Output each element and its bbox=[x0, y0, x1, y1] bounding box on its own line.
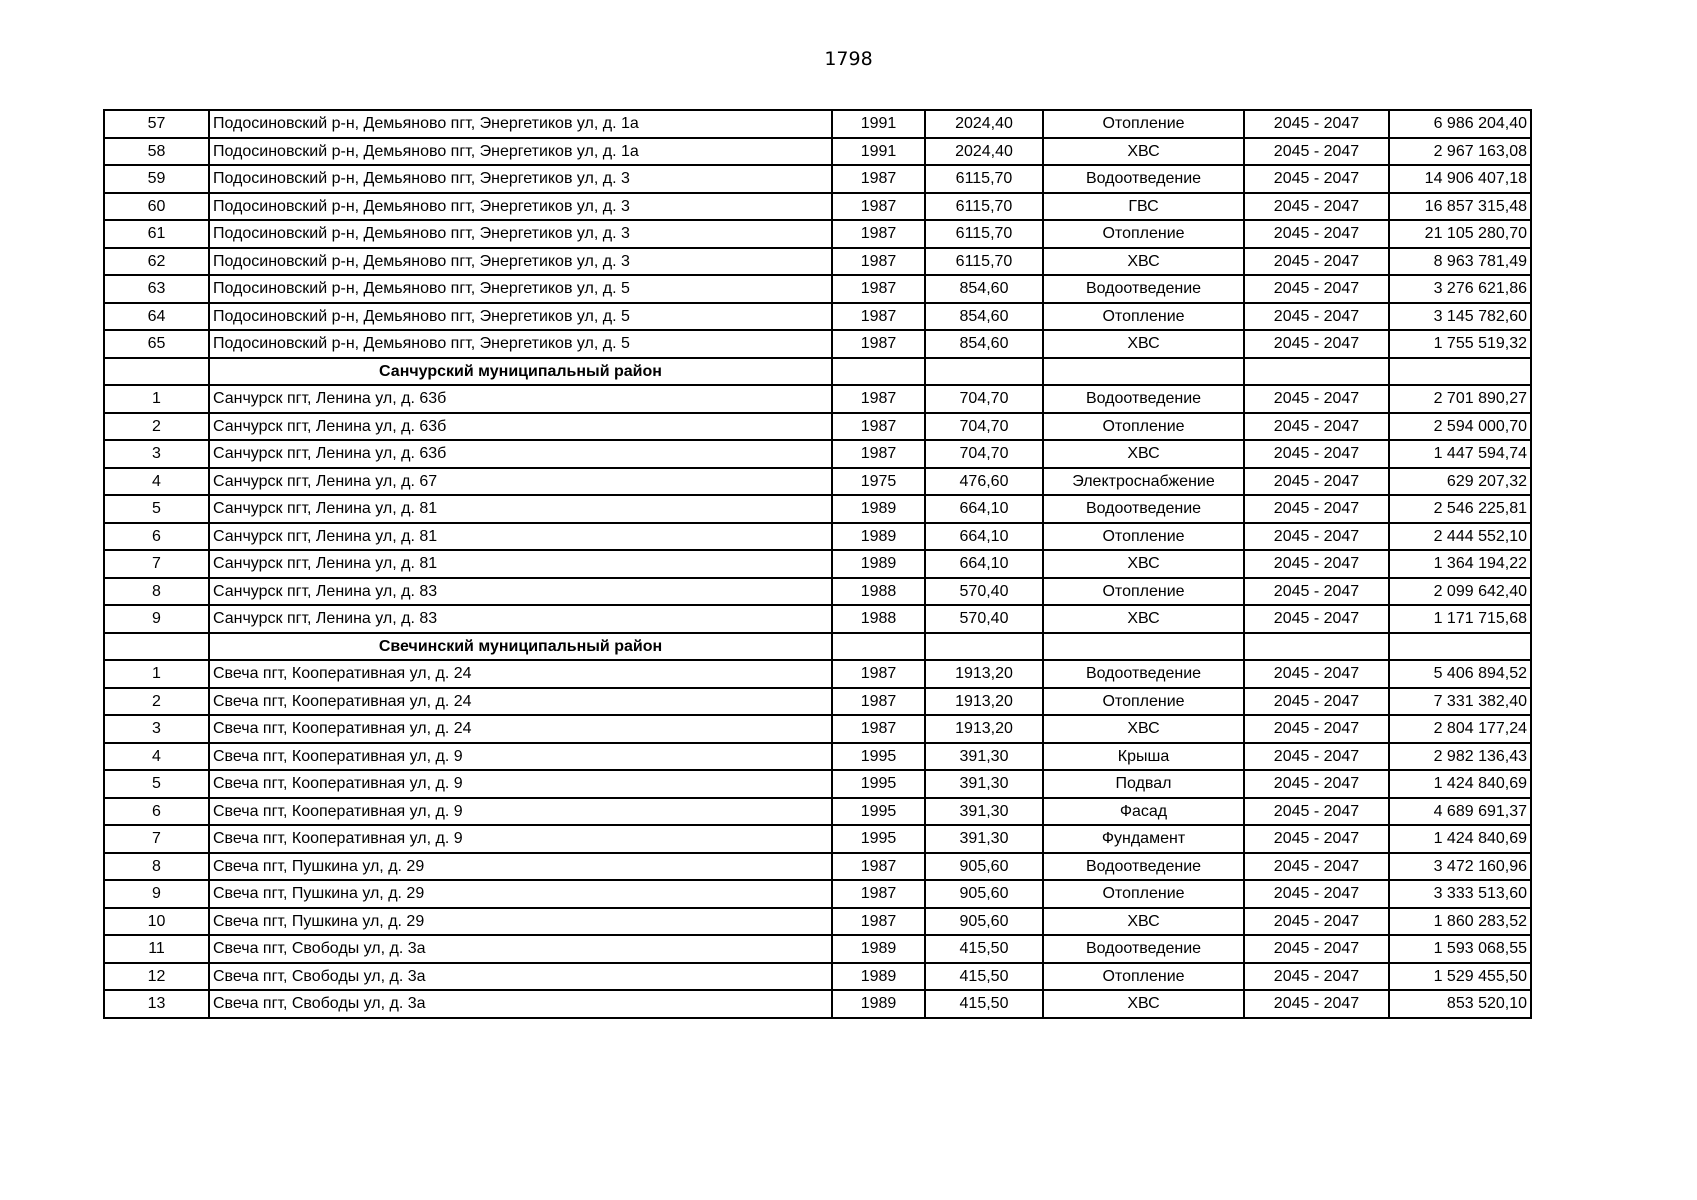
period-cell: 2045 - 2047 bbox=[1244, 523, 1389, 551]
row-number: 13 bbox=[104, 990, 209, 1018]
work-type-cell: ХВС bbox=[1043, 605, 1244, 633]
address-cell: Свеча пгт, Кооперативная ул, д. 9 bbox=[209, 743, 832, 771]
row-number: 3 bbox=[104, 440, 209, 468]
area-cell: 704,70 bbox=[925, 385, 1043, 413]
row-number: 59 bbox=[104, 165, 209, 193]
area-cell: 854,60 bbox=[925, 330, 1043, 358]
cost-cell: 1 860 283,52 bbox=[1389, 908, 1531, 936]
area-cell: 664,10 bbox=[925, 495, 1043, 523]
cost-cell: 1 755 519,32 bbox=[1389, 330, 1531, 358]
cost-cell: 1 364 194,22 bbox=[1389, 550, 1531, 578]
area-cell: 2024,40 bbox=[925, 110, 1043, 138]
work-type-cell: Отопление bbox=[1043, 413, 1244, 441]
work-type-cell: ХВС bbox=[1043, 440, 1244, 468]
area-cell: 6115,70 bbox=[925, 193, 1043, 221]
table-row bbox=[104, 275, 1531, 303]
cost-cell: 2 546 225,81 bbox=[1389, 495, 1531, 523]
year-cell: 1988 bbox=[832, 578, 925, 606]
section-header-row bbox=[104, 358, 1531, 386]
row-number: 2 bbox=[104, 688, 209, 716]
table-row bbox=[104, 193, 1531, 221]
row-number: 8 bbox=[104, 578, 209, 606]
work-type-cell: Подвал bbox=[1043, 770, 1244, 798]
work-type-cell: Отопление bbox=[1043, 220, 1244, 248]
row-number: 62 bbox=[104, 248, 209, 276]
year-cell: 1987 bbox=[832, 275, 925, 303]
row-number: 8 bbox=[104, 853, 209, 881]
area-cell: 1913,20 bbox=[925, 688, 1043, 716]
period-cell: 2045 - 2047 bbox=[1244, 880, 1389, 908]
empty-cell bbox=[1043, 633, 1244, 661]
year-cell: 1989 bbox=[832, 935, 925, 963]
table-row bbox=[104, 248, 1531, 276]
period-cell: 2045 - 2047 bbox=[1244, 193, 1389, 221]
period-cell: 2045 - 2047 bbox=[1244, 605, 1389, 633]
cost-cell: 14 906 407,18 bbox=[1389, 165, 1531, 193]
area-cell: 1913,20 bbox=[925, 715, 1043, 743]
work-type-cell: Крыша bbox=[1043, 743, 1244, 771]
cost-cell: 2 701 890,27 bbox=[1389, 385, 1531, 413]
row-number: 9 bbox=[104, 605, 209, 633]
period-cell: 2045 - 2047 bbox=[1244, 743, 1389, 771]
area-cell: 854,60 bbox=[925, 303, 1043, 331]
address-cell: Подосиновский р-н, Демьяново пгт, Энергетиков ул, д. 5 bbox=[209, 275, 832, 303]
table-row bbox=[104, 935, 1531, 963]
table-row bbox=[104, 743, 1531, 771]
period-cell: 2045 - 2047 bbox=[1244, 110, 1389, 138]
table-row bbox=[104, 880, 1531, 908]
table-row bbox=[104, 605, 1531, 633]
area-cell: 854,60 bbox=[925, 275, 1043, 303]
address-cell: Свеча пгт, Пушкина ул, д. 29 bbox=[209, 853, 832, 881]
year-cell: 1987 bbox=[832, 413, 925, 441]
cost-cell: 3 333 513,60 bbox=[1389, 880, 1531, 908]
year-cell: 1989 bbox=[832, 523, 925, 551]
period-cell: 2045 - 2047 bbox=[1244, 798, 1389, 826]
period-cell: 2045 - 2047 bbox=[1244, 550, 1389, 578]
area-cell: 704,70 bbox=[925, 413, 1043, 441]
area-cell: 391,30 bbox=[925, 798, 1043, 826]
period-cell: 2045 - 2047 bbox=[1244, 715, 1389, 743]
area-cell: 391,30 bbox=[925, 743, 1043, 771]
year-cell: 1988 bbox=[832, 605, 925, 633]
year-cell: 1995 bbox=[832, 825, 925, 853]
table-body bbox=[104, 110, 1531, 1018]
work-type-cell: Водоотведение bbox=[1043, 165, 1244, 193]
cost-cell: 1 447 594,74 bbox=[1389, 440, 1531, 468]
cost-cell: 853 520,10 bbox=[1389, 990, 1531, 1018]
cost-cell: 2 444 552,10 bbox=[1389, 523, 1531, 551]
address-cell: Подосиновский р-н, Демьяново пгт, Энергетиков ул, д. 3 bbox=[209, 193, 832, 221]
period-cell: 2045 - 2047 bbox=[1244, 770, 1389, 798]
cost-cell: 21 105 280,70 bbox=[1389, 220, 1531, 248]
table-row bbox=[104, 825, 1531, 853]
area-cell: 664,10 bbox=[925, 550, 1043, 578]
period-cell: 2045 - 2047 bbox=[1244, 495, 1389, 523]
area-cell: 6115,70 bbox=[925, 220, 1043, 248]
year-cell: 1987 bbox=[832, 440, 925, 468]
row-number: 9 bbox=[104, 880, 209, 908]
row-number: 1 bbox=[104, 385, 209, 413]
area-cell: 1913,20 bbox=[925, 660, 1043, 688]
address-cell: Свеча пгт, Кооперативная ул, д. 9 bbox=[209, 798, 832, 826]
address-cell: Санчурск пгт, Ленина ул, д. 63б bbox=[209, 413, 832, 441]
address-cell: Подосиновский р-н, Демьяново пгт, Энергетиков ул, д. 5 bbox=[209, 330, 832, 358]
table-row bbox=[104, 303, 1531, 331]
year-cell: 1989 bbox=[832, 990, 925, 1018]
table-row bbox=[104, 330, 1531, 358]
address-cell: Подосиновский р-н, Демьяново пгт, Энергетиков ул, д. 1а bbox=[209, 110, 832, 138]
area-cell: 391,30 bbox=[925, 770, 1043, 798]
address-cell: Свеча пгт, Кооперативная ул, д. 9 bbox=[209, 770, 832, 798]
table-row bbox=[104, 660, 1531, 688]
empty-cell bbox=[832, 358, 925, 386]
cost-cell: 2 967 163,08 bbox=[1389, 138, 1531, 166]
cost-cell: 2 982 136,43 bbox=[1389, 743, 1531, 771]
period-cell: 2045 - 2047 bbox=[1244, 468, 1389, 496]
cost-cell: 7 331 382,40 bbox=[1389, 688, 1531, 716]
area-cell: 704,70 bbox=[925, 440, 1043, 468]
work-type-cell: ХВС bbox=[1043, 248, 1244, 276]
repair-schedule-table bbox=[103, 109, 1532, 1019]
table-row bbox=[104, 688, 1531, 716]
address-cell: Свеча пгт, Свободы ул, д. 3а bbox=[209, 935, 832, 963]
table-row bbox=[104, 798, 1531, 826]
table-row bbox=[104, 550, 1531, 578]
table-row bbox=[104, 440, 1531, 468]
period-cell: 2045 - 2047 bbox=[1244, 990, 1389, 1018]
row-number: 57 bbox=[104, 110, 209, 138]
year-cell: 1987 bbox=[832, 220, 925, 248]
work-type-cell: ХВС bbox=[1043, 550, 1244, 578]
row-number: 1 bbox=[104, 660, 209, 688]
year-cell: 1975 bbox=[832, 468, 925, 496]
cost-cell: 5 406 894,52 bbox=[1389, 660, 1531, 688]
cost-cell: 2 594 000,70 bbox=[1389, 413, 1531, 441]
work-type-cell: Отопление bbox=[1043, 880, 1244, 908]
work-type-cell: Водоотведение bbox=[1043, 935, 1244, 963]
row-number: 58 bbox=[104, 138, 209, 166]
row-number: 6 bbox=[104, 523, 209, 551]
period-cell: 2045 - 2047 bbox=[1244, 825, 1389, 853]
cost-cell: 16 857 315,48 bbox=[1389, 193, 1531, 221]
work-type-cell: Водоотведение bbox=[1043, 853, 1244, 881]
address-cell: Свеча пгт, Кооперативная ул, д. 24 bbox=[209, 715, 832, 743]
work-type-cell: Фундамент bbox=[1043, 825, 1244, 853]
table-row bbox=[104, 990, 1531, 1018]
table-row bbox=[104, 578, 1531, 606]
cost-cell: 6 986 204,40 bbox=[1389, 110, 1531, 138]
year-cell: 1987 bbox=[832, 853, 925, 881]
address-cell: Подосиновский р-н, Демьяново пгт, Энергетиков ул, д. 5 bbox=[209, 303, 832, 331]
work-type-cell: Отопление bbox=[1043, 688, 1244, 716]
cost-cell: 4 689 691,37 bbox=[1389, 798, 1531, 826]
cost-cell: 1 171 715,68 bbox=[1389, 605, 1531, 633]
address-cell: Свеча пгт, Кооперативная ул, д. 24 bbox=[209, 688, 832, 716]
period-cell: 2045 - 2047 bbox=[1244, 330, 1389, 358]
cost-cell: 1 529 455,50 bbox=[1389, 963, 1531, 991]
table-row bbox=[104, 523, 1531, 551]
period-cell: 2045 - 2047 bbox=[1244, 908, 1389, 936]
empty-cell bbox=[1389, 358, 1531, 386]
address-cell: Санчурск пгт, Ленина ул, д. 63б bbox=[209, 440, 832, 468]
address-cell: Санчурск пгт, Ленина ул, д. 81 bbox=[209, 523, 832, 551]
work-type-cell: Водоотведение bbox=[1043, 275, 1244, 303]
table-row bbox=[104, 908, 1531, 936]
area-cell: 570,40 bbox=[925, 578, 1043, 606]
page-number: 1798 bbox=[824, 48, 873, 70]
year-cell: 1989 bbox=[832, 963, 925, 991]
year-cell: 1987 bbox=[832, 193, 925, 221]
cost-cell: 3 145 782,60 bbox=[1389, 303, 1531, 331]
cost-cell: 3 472 160,96 bbox=[1389, 853, 1531, 881]
row-number: 65 bbox=[104, 330, 209, 358]
year-cell: 1995 bbox=[832, 743, 925, 771]
work-type-cell: Отопление bbox=[1043, 303, 1244, 331]
period-cell: 2045 - 2047 bbox=[1244, 935, 1389, 963]
cost-cell: 2 804 177,24 bbox=[1389, 715, 1531, 743]
year-cell: 1987 bbox=[832, 385, 925, 413]
table-row bbox=[104, 385, 1531, 413]
empty-cell bbox=[104, 633, 209, 661]
year-cell: 1995 bbox=[832, 770, 925, 798]
work-type-cell: ХВС bbox=[1043, 330, 1244, 358]
year-cell: 1991 bbox=[832, 138, 925, 166]
work-type-cell: Отопление bbox=[1043, 963, 1244, 991]
cost-cell: 1 593 068,55 bbox=[1389, 935, 1531, 963]
address-cell: Подосиновский р-н, Демьяново пгт, Энергетиков ул, д. 3 bbox=[209, 248, 832, 276]
empty-cell bbox=[832, 633, 925, 661]
year-cell: 1989 bbox=[832, 550, 925, 578]
area-cell: 905,60 bbox=[925, 880, 1043, 908]
table-row bbox=[104, 495, 1531, 523]
address-cell: Свеча пгт, Кооперативная ул, д. 24 bbox=[209, 660, 832, 688]
year-cell: 1995 bbox=[832, 798, 925, 826]
address-cell: Санчурск пгт, Ленина ул, д. 81 bbox=[209, 495, 832, 523]
section-header-row bbox=[104, 633, 1531, 661]
table-row bbox=[104, 220, 1531, 248]
work-type-cell: ХВС bbox=[1043, 908, 1244, 936]
period-cell: 2045 - 2047 bbox=[1244, 853, 1389, 881]
cost-cell: 1 424 840,69 bbox=[1389, 825, 1531, 853]
row-number: 61 bbox=[104, 220, 209, 248]
year-cell: 1989 bbox=[832, 495, 925, 523]
row-number: 3 bbox=[104, 715, 209, 743]
address-cell: Свеча пгт, Свободы ул, д. 3а bbox=[209, 963, 832, 991]
cost-cell: 1 424 840,69 bbox=[1389, 770, 1531, 798]
area-cell: 415,50 bbox=[925, 935, 1043, 963]
empty-cell bbox=[104, 358, 209, 386]
period-cell: 2045 - 2047 bbox=[1244, 220, 1389, 248]
area-cell: 6115,70 bbox=[925, 248, 1043, 276]
cost-cell: 629 207,32 bbox=[1389, 468, 1531, 496]
work-type-cell: Водоотведение bbox=[1043, 495, 1244, 523]
row-number: 12 bbox=[104, 963, 209, 991]
period-cell: 2045 - 2047 bbox=[1244, 440, 1389, 468]
row-number: 60 bbox=[104, 193, 209, 221]
table-row bbox=[104, 413, 1531, 441]
empty-cell bbox=[1244, 633, 1389, 661]
row-number: 7 bbox=[104, 825, 209, 853]
address-cell: Свеча пгт, Пушкина ул, д. 29 bbox=[209, 880, 832, 908]
year-cell: 1987 bbox=[832, 165, 925, 193]
row-number: 5 bbox=[104, 495, 209, 523]
row-number: 7 bbox=[104, 550, 209, 578]
table-row bbox=[104, 110, 1531, 138]
year-cell: 1987 bbox=[832, 660, 925, 688]
work-type-cell: ХВС bbox=[1043, 715, 1244, 743]
area-cell: 415,50 bbox=[925, 990, 1043, 1018]
table-row bbox=[104, 165, 1531, 193]
work-type-cell: ХВС bbox=[1043, 138, 1244, 166]
area-cell: 905,60 bbox=[925, 908, 1043, 936]
table-row bbox=[104, 770, 1531, 798]
period-cell: 2045 - 2047 bbox=[1244, 138, 1389, 166]
work-type-cell: Отопление bbox=[1043, 110, 1244, 138]
area-cell: 905,60 bbox=[925, 853, 1043, 881]
period-cell: 2045 - 2047 bbox=[1244, 660, 1389, 688]
year-cell: 1987 bbox=[832, 688, 925, 716]
row-number: 10 bbox=[104, 908, 209, 936]
table-row bbox=[104, 715, 1531, 743]
table-row bbox=[104, 963, 1531, 991]
year-cell: 1987 bbox=[832, 248, 925, 276]
cost-cell: 8 963 781,49 bbox=[1389, 248, 1531, 276]
address-cell: Санчурск пгт, Ленина ул, д. 67 bbox=[209, 468, 832, 496]
work-type-cell: Фасад bbox=[1043, 798, 1244, 826]
period-cell: 2045 - 2047 bbox=[1244, 275, 1389, 303]
address-cell: Санчурск пгт, Ленина ул, д. 83 bbox=[209, 578, 832, 606]
section-title: Свечинский муниципальный район bbox=[209, 633, 832, 661]
row-number: 11 bbox=[104, 935, 209, 963]
address-cell: Подосиновский р-н, Демьяново пгт, Энергетиков ул, д. 3 bbox=[209, 220, 832, 248]
table-row bbox=[104, 853, 1531, 881]
year-cell: 1991 bbox=[832, 110, 925, 138]
address-cell: Свеча пгт, Свободы ул, д. 3а bbox=[209, 990, 832, 1018]
row-number: 4 bbox=[104, 743, 209, 771]
work-type-cell: Водоотведение bbox=[1043, 385, 1244, 413]
row-number: 6 bbox=[104, 798, 209, 826]
row-number: 2 bbox=[104, 413, 209, 441]
area-cell: 6115,70 bbox=[925, 165, 1043, 193]
empty-cell bbox=[1043, 358, 1244, 386]
empty-cell bbox=[925, 633, 1043, 661]
period-cell: 2045 - 2047 bbox=[1244, 413, 1389, 441]
work-type-cell: ХВС bbox=[1043, 990, 1244, 1018]
area-cell: 476,60 bbox=[925, 468, 1043, 496]
year-cell: 1987 bbox=[832, 715, 925, 743]
address-cell: Свеча пгт, Пушкина ул, д. 29 bbox=[209, 908, 832, 936]
row-number: 64 bbox=[104, 303, 209, 331]
work-type-cell: Отопление bbox=[1043, 523, 1244, 551]
address-cell: Санчурск пгт, Ленина ул, д. 81 bbox=[209, 550, 832, 578]
area-cell: 2024,40 bbox=[925, 138, 1043, 166]
year-cell: 1987 bbox=[832, 908, 925, 936]
period-cell: 2045 - 2047 bbox=[1244, 248, 1389, 276]
row-number: 63 bbox=[104, 275, 209, 303]
period-cell: 2045 - 2047 bbox=[1244, 165, 1389, 193]
row-number: 4 bbox=[104, 468, 209, 496]
year-cell: 1987 bbox=[832, 330, 925, 358]
area-cell: 664,10 bbox=[925, 523, 1043, 551]
empty-cell bbox=[925, 358, 1043, 386]
work-type-cell: ГВС bbox=[1043, 193, 1244, 221]
empty-cell bbox=[1389, 633, 1531, 661]
year-cell: 1987 bbox=[832, 303, 925, 331]
table-row bbox=[104, 138, 1531, 166]
address-cell: Свеча пгт, Кооперативная ул, д. 9 bbox=[209, 825, 832, 853]
address-cell: Подосиновский р-н, Демьяново пгт, Энергетиков ул, д. 1а bbox=[209, 138, 832, 166]
cost-cell: 2 099 642,40 bbox=[1389, 578, 1531, 606]
section-title: Санчурский муниципальный район bbox=[209, 358, 832, 386]
period-cell: 2045 - 2047 bbox=[1244, 688, 1389, 716]
period-cell: 2045 - 2047 bbox=[1244, 963, 1389, 991]
empty-cell bbox=[1244, 358, 1389, 386]
cost-cell: 3 276 621,86 bbox=[1389, 275, 1531, 303]
area-cell: 391,30 bbox=[925, 825, 1043, 853]
address-cell: Санчурск пгт, Ленина ул, д. 83 bbox=[209, 605, 832, 633]
address-cell: Санчурск пгт, Ленина ул, д. 63б bbox=[209, 385, 832, 413]
work-type-cell: Водоотведение bbox=[1043, 660, 1244, 688]
row-number: 5 bbox=[104, 770, 209, 798]
period-cell: 2045 - 2047 bbox=[1244, 578, 1389, 606]
work-type-cell: Электроснабжение bbox=[1043, 468, 1244, 496]
period-cell: 2045 - 2047 bbox=[1244, 303, 1389, 331]
address-cell: Подосиновский р-н, Демьяново пгт, Энергетиков ул, д. 3 bbox=[209, 165, 832, 193]
area-cell: 570,40 bbox=[925, 605, 1043, 633]
area-cell: 415,50 bbox=[925, 963, 1043, 991]
table-row bbox=[104, 468, 1531, 496]
work-type-cell: Отопление bbox=[1043, 578, 1244, 606]
period-cell: 2045 - 2047 bbox=[1244, 385, 1389, 413]
year-cell: 1987 bbox=[832, 880, 925, 908]
